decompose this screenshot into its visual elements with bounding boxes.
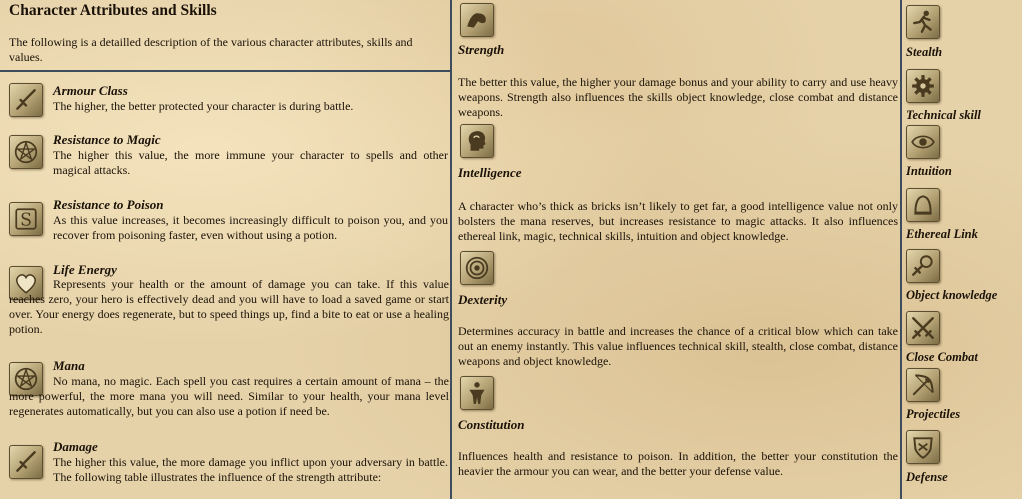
poison-s-icon [9,202,43,236]
value-desc: As this value increases, it becomes increasingly difficult to poison you, and you recover from poisoning faster, even without using a potion. [53,213,448,242]
target-icon [460,251,494,285]
value-name: Resistance to Poison [53,197,164,212]
value-desc: No mana, no magic. Each spell you cast requires a certain amount of mana – the more powerful, the more mana you will need. Similar to your health, your mana level regenerates automatically, but you can also use a potion if need be. [9,374,449,418]
eye-icon [906,125,940,159]
attribute-name-constitution: Constitution [458,417,525,432]
attribute-desc-strength: The better this value, the higher your damage bonus and your ability to carry and use heavy weapons. Strength also influences the skills object knowledge, close combat and distance weapons. [458,75,898,119]
intro-text: The following is a detailled description of the various character attributes, skills and values. [9,35,413,64]
head-brain-icon [460,124,494,158]
attribute-name-strength: Strength [458,42,505,57]
value-name: Armour Class [53,83,128,98]
value-name: Mana [53,358,85,373]
value-desc: The higher, the better protected your character is during battle. [53,99,354,113]
skill-name-close-combat: Close Combat [906,350,978,364]
sword-icon [9,445,43,479]
values-column [0,0,452,499]
sneaking-figure-icon [906,5,940,39]
gear-icon [906,69,940,103]
value-desc: The higher this value, the more damage you inflict upon your adversary in battle. The following table illustrates the influence of the strength attribute: [53,455,448,484]
value-desc: Represents your health or the amount of damage you can take. If this value reaches zero, your hero is effectively dead and you will have to load a saved game or start over. Your energy does regenerate, but to speed things up, find a bite to eat or use a healing potion. [9,277,449,336]
skill-name-projectiles: Projectiles [906,407,961,421]
hand-magnifier-icon [906,249,940,283]
value-name: Life Energy [53,262,117,277]
pentagram-icon [9,135,43,169]
attribute-name-dexterity: Dexterity [458,292,508,307]
bell-icon [906,188,940,222]
attribute-name-intelligence: Intelligence [458,165,522,180]
skill-name-object-knowledge: Object knowledge [906,288,998,302]
shield-icon [906,430,940,464]
skill-name-technical: Technical skill [906,108,981,122]
body-icon [460,376,494,410]
value-name: Damage [53,439,98,454]
value-name: Resistance to Magic [53,132,161,147]
attribute-desc-constitution: Influences health and resistance to poison. In addition, the better your constitution the heavier the armour you can wear, and the better your defense value. [458,449,898,478]
attribute-desc-dexterity: Determines accuracy in battle and increases the chance of a critical blow which can take out an enemy instantly. This value influences technical skill, stealth, close combat, distance weapons and object knowledge. [458,324,898,368]
flexed-arm-icon [460,3,494,37]
skill-name-intuition: Intuition [906,164,952,178]
skill-name-stealth: Stealth [906,45,943,59]
sword-icon [9,83,43,117]
value-desc: The higher this value, the more immune your character to spells and other magical attacks. [53,148,448,177]
skills-column [904,0,1022,499]
bow-icon [906,368,940,402]
attributes-column [454,0,902,499]
skill-name-defense: Defense [906,470,948,484]
attribute-desc-intelligence: A character who’s thick as bricks isn’t likely to get far, a good intelligence value not only bolsters the mana reserves, but increases resistance to magic attacks. It also influences ethereal link, magic, technical skills, intuition and object knowledge. [458,199,898,243]
skill-name-ethereal-link: Ethereal Link [906,227,978,241]
title-divider [0,70,452,72]
crossed-swords-icon [906,311,940,345]
page-title: Character Attributes and Skills [9,2,217,19]
